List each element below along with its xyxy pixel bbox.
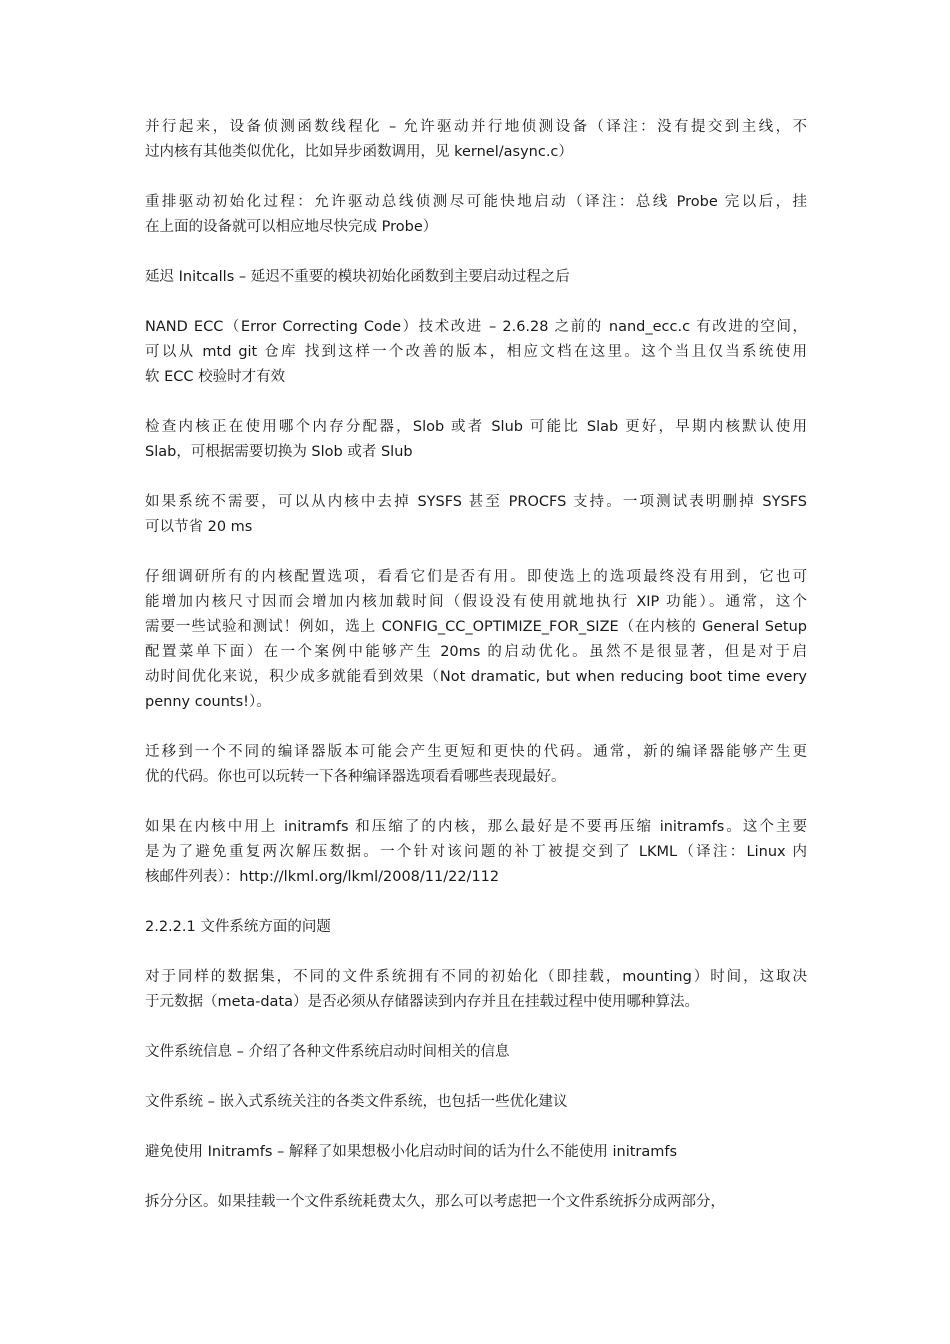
paragraph-filesystem-info (145, 1040, 807, 1065)
text-line: 迁移到一个不同的编译器版本可能会产生更短和更快的代码。通常，新的编译器能够产生更 (145, 744, 807, 760)
text-line: penny counts!）。 (145, 694, 271, 710)
text-line: 如果系统不需要，可以从内核中去掉 SYSFS 甚至 PROCFS 支持。一项测试表明删掉 SYSFS (145, 494, 807, 510)
paragraph-avoid-initramfs (145, 1140, 807, 1165)
paragraph-nand-ecc (145, 315, 807, 390)
paragraph-parallel-probe (145, 115, 807, 165)
paragraph-kernel-config (145, 565, 807, 715)
text-line: 重排驱动初始化过程：允许驱动总线侦测尽可能快地启动（译注：总线 Probe 完以后，挂 (145, 194, 807, 210)
section-heading-filesystem (145, 915, 807, 940)
text-line: 文件系统 – 嵌入式系统关注的各类文件系统，也包括一些优化建议 (145, 1094, 568, 1110)
text-line: 对于同样的数据集，不同的文件系统拥有不同的初始化（即挂载，mounting）时间，这取决 (145, 969, 807, 985)
text-line: 于元数据（meta-data）是否必须从存储器读到内存并且在挂载过程中使用哪种算法。 (145, 994, 700, 1010)
text-line: 2.2.2.1 文件系统方面的问题 (145, 919, 331, 935)
text-line: 在上面的设备就可以相应地尽快完成 Probe） (145, 219, 438, 235)
paragraph-initramfs-compression (145, 815, 807, 890)
text-line: 文件系统信息 – 介绍了各种文件系统启动时间相关的信息 (145, 1044, 510, 1060)
text-line: 需要一些试验和测试！例如，选上 CONFIG_CC_OPTIMIZE_FOR_SIZE（在内核的 General Setup (145, 619, 807, 635)
paragraph-split-partition (145, 1190, 807, 1215)
paragraph-reorder-init (145, 190, 807, 240)
paragraph-filesystem-init (145, 965, 807, 1015)
text-line: NAND ECC（Error Correcting Code）技术改进 – 2.6.28 之前的 nand_ecc.c 有改进的空间， (145, 319, 807, 335)
text-line: 仔细调研所有的内核配置选项，看看它们是否有用。即使选上的选项最终没有用到，它也可 (145, 569, 807, 585)
paragraph-filesystems (145, 1090, 807, 1115)
text-line: 检查内核正在使用哪个内存分配器，Slob 或者 Slub 可能比 Slab 更好，早期内核默认使用 (145, 419, 807, 435)
text-line: 核邮件列表）：http://lkml.org/lkml/2008/11/22/112 (145, 869, 500, 885)
text-line: 过内核有其他类似优化，比如异步函数调用，见 kernel/async.c） (145, 144, 573, 160)
paragraph-memory-allocator (145, 415, 807, 465)
text-line: 拆分分区。如果挂载一个文件系统耗费太久，那么可以考虑把一个文件系统拆分成两部分， (145, 1194, 725, 1210)
text-line: 并行起来，设备侦测函数线程化 – 允许驱动并行地侦测设备（译注：没有提交到主线，不 (145, 119, 807, 135)
paragraph-sysfs-procfs (145, 490, 807, 540)
text-line: 能增加内核尺寸因而会增加内核加载时间（假设没有使用就地执行 XIP 功能）。通常，这个 (145, 594, 807, 610)
text-line: 配置菜单下面）在一个案例中能够产生 20ms 的启动优化。虽然不是很显著，但是对于启 (145, 644, 807, 660)
paragraph-deferred-initcalls (145, 265, 807, 290)
text-line: 如果在内核中用上 initramfs 和压缩了的内核，那么最好是不要再压缩 initramfs。这个主要 (145, 819, 807, 835)
text-line: 动时间优化来说，积少成多就能看到效果（Not dramatic, but when reducing boot time every (145, 669, 807, 685)
text-line: 软 ECC 校验时才有效 (145, 369, 286, 385)
text-line: 是为了避免重复两次解压数据。一个针对该问题的补丁被提交到了 LKML（译注：Linux 内 (145, 844, 807, 860)
text-line: 避免使用 Initramfs – 解释了如果想极小化启动时间的话为什么不能使用 initramfs (145, 1144, 678, 1160)
text-line: 可以节省 20 ms (145, 519, 253, 535)
text-line: Slab，可根据需要切换为 Slob 或者 Slub (145, 444, 413, 460)
text-line: 可以从 mtd git 仓库 找到这样一个改善的版本，相应文档在这里。这个当且仅当系统使用 (145, 344, 807, 360)
text-line: 优的代码。你也可以玩转一下各种编译器选项看看哪些表现最好。 (145, 769, 566, 785)
text-line: 延迟 Initcalls – 延迟不重要的模块初始化函数到主要启动过程之后 (145, 269, 570, 285)
paragraph-compiler (145, 740, 807, 790)
